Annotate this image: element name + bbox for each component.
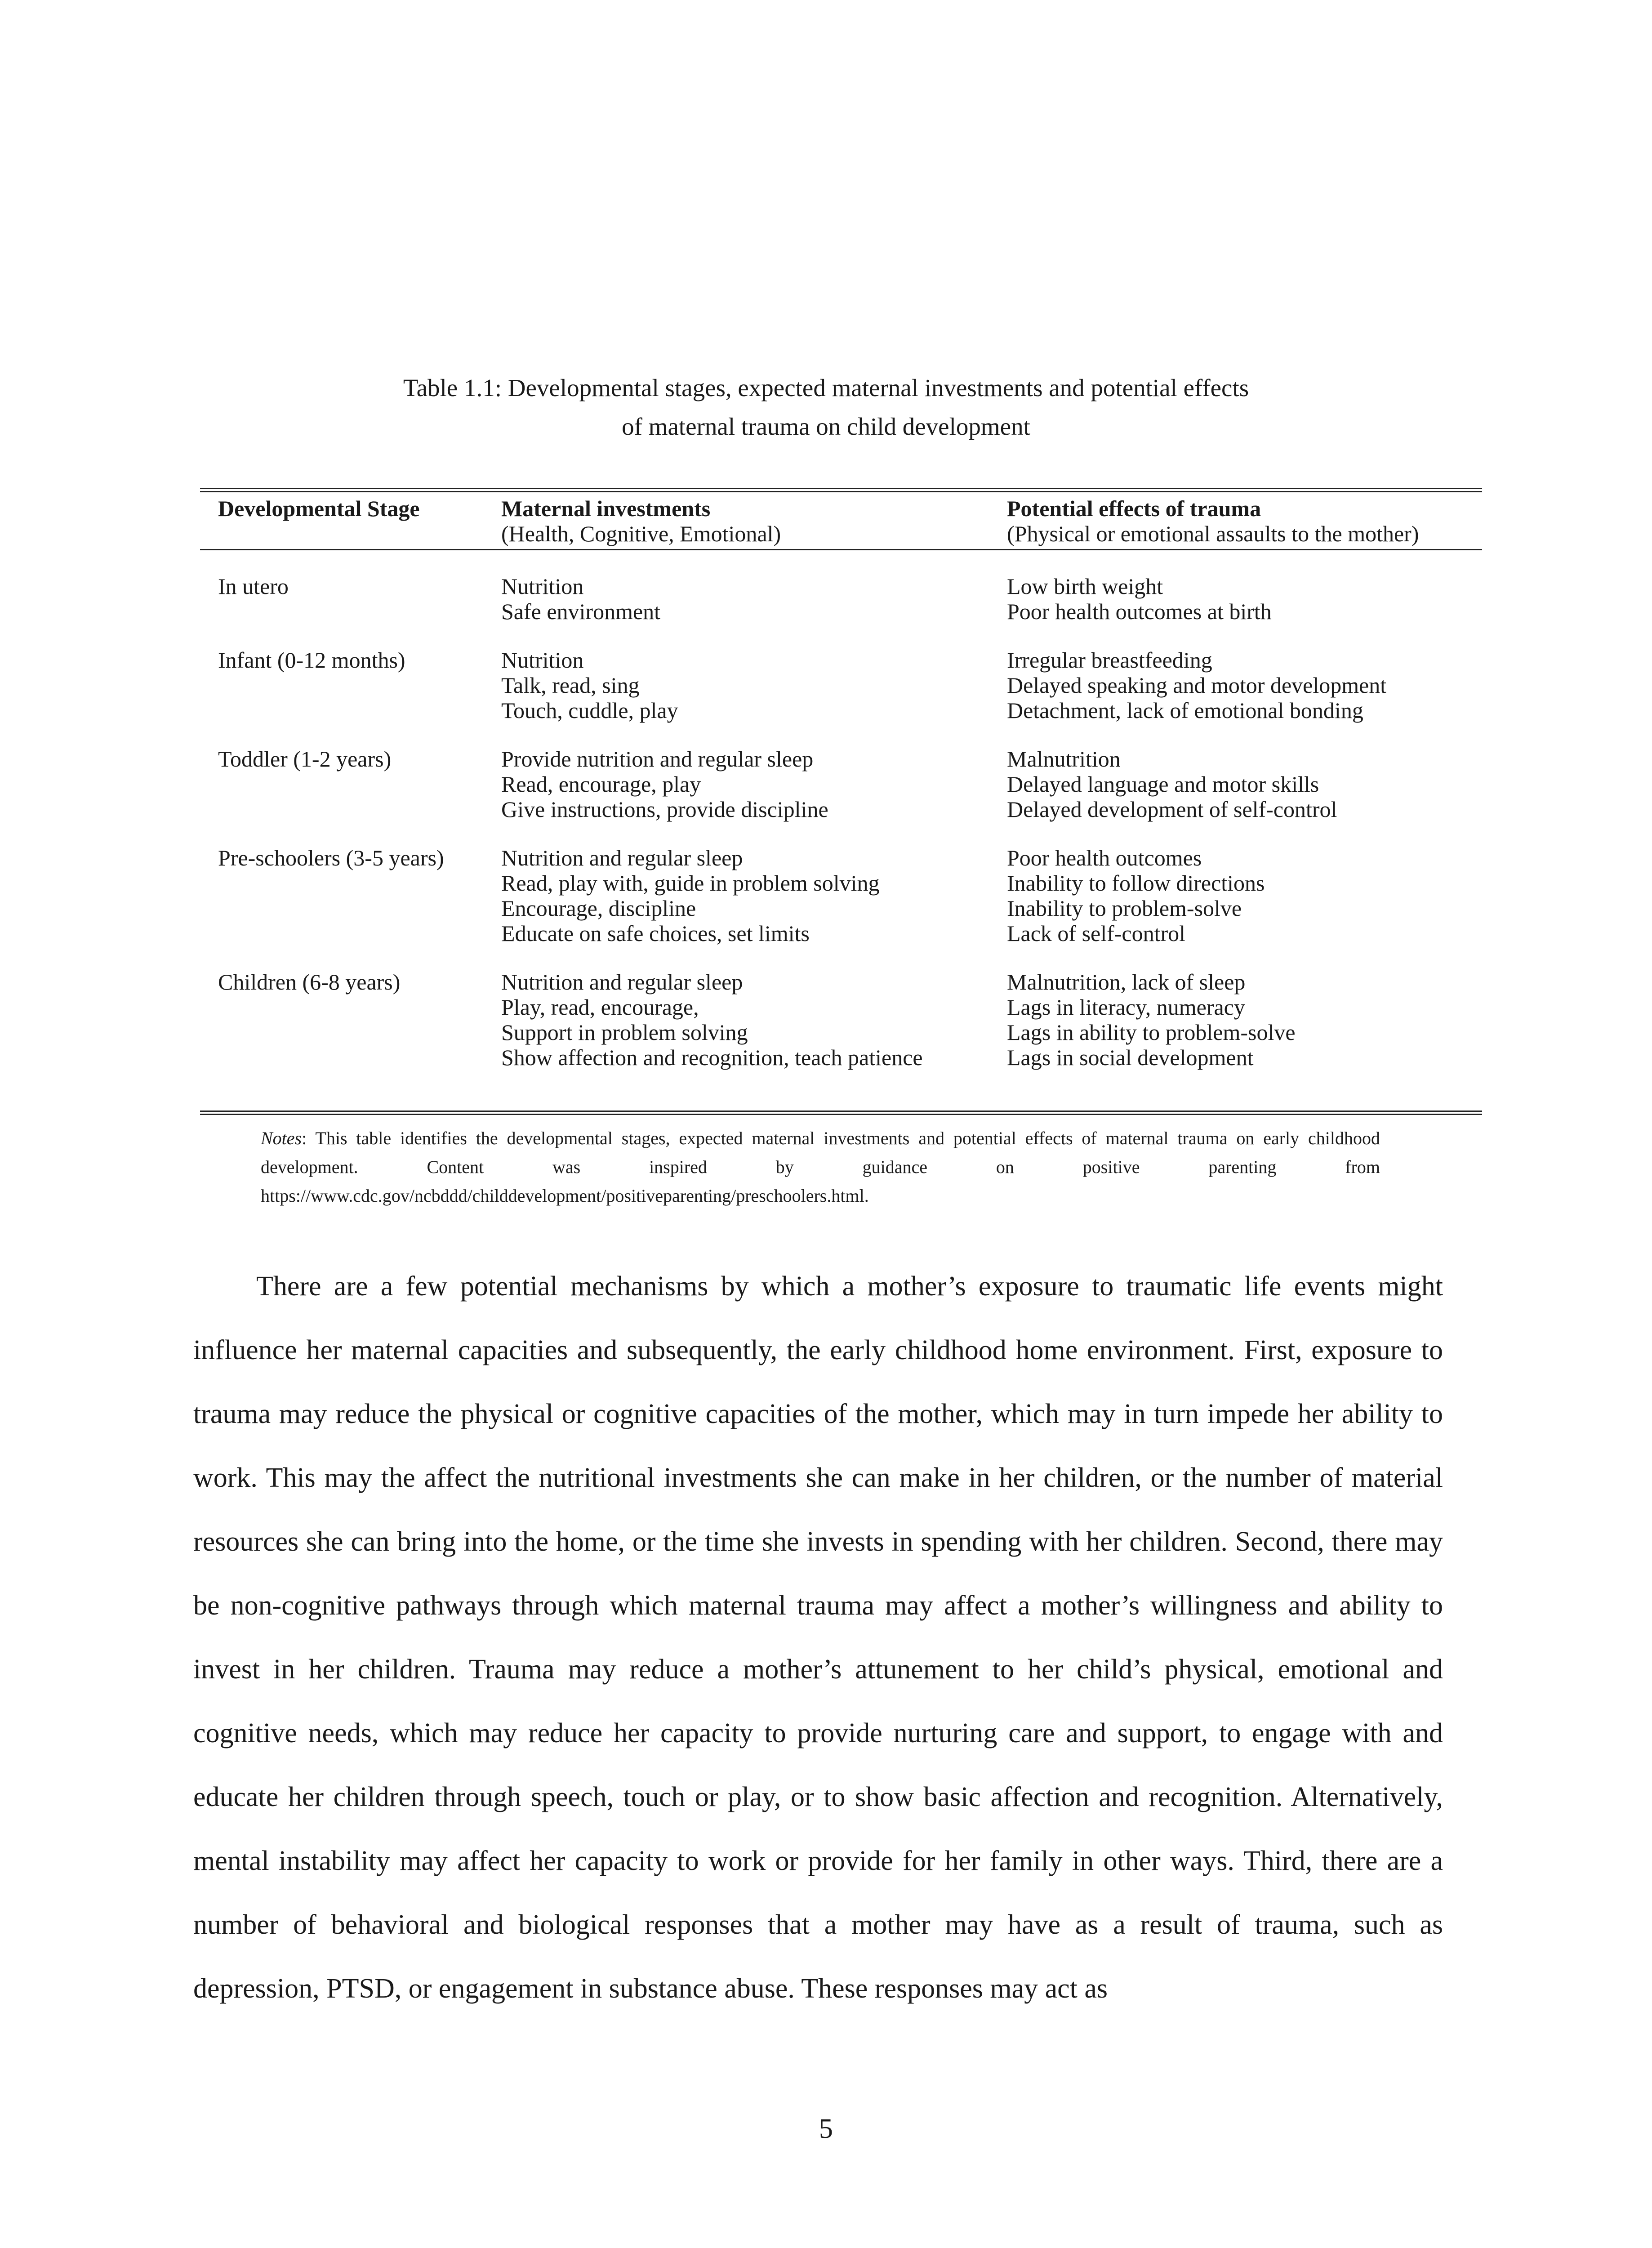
investment-item: Give instructions, provide discipline [501, 797, 828, 822]
investment-item: Safe environment [501, 599, 661, 624]
stage-cell: Children (6-8 years) [218, 969, 401, 995]
effect-item: Lags in social development [1007, 1045, 1254, 1070]
stage-cell: Toddler (1-2 years) [218, 746, 392, 772]
effects-cell [1007, 946, 1482, 1070]
table-notes [261, 1124, 1380, 1210]
table-row [200, 946, 1482, 1070]
table-row [200, 624, 1482, 723]
investment-item: Play, read, encourage, [501, 995, 699, 1020]
investments-cell [501, 723, 1007, 822]
investment-item: Talk, read, sing [501, 673, 640, 698]
effect-item: Inability to problem-solve [1007, 896, 1242, 921]
table-body [200, 550, 1482, 1070]
investments-cell [501, 822, 1007, 946]
header-potential-effects [1007, 492, 1482, 550]
effect-item: Lags in ability to problem-solve [1007, 1020, 1296, 1045]
investment-item: Support in problem solving [501, 1020, 748, 1045]
table-caption [0, 369, 1652, 446]
investment-item: Provide nutrition and regular sleep [501, 746, 814, 772]
investment-item: Read, encourage, play [501, 772, 701, 797]
effect-item: Poor health outcomes [1007, 845, 1202, 870]
header-maternal-investments-title: Maternal investments [501, 496, 711, 521]
effect-item: Inability to follow directions [1007, 870, 1265, 896]
investment-item: Educate on safe choices, set limits [501, 921, 810, 946]
table-row [200, 550, 1482, 624]
page-number: 5 [819, 2114, 833, 2144]
effect-item: Low birth weight [1007, 574, 1163, 599]
stage-cell: Pre-schoolers (3-5 years) [218, 845, 444, 870]
header-potential-effects-sub: (Physical or emotional assaults to the mother) [1007, 521, 1419, 546]
effects-cell [1007, 723, 1482, 822]
header-maternal-investments-sub: (Health, Cognitive, Emotional) [501, 521, 781, 546]
investment-item: Encourage, discipline [501, 896, 696, 921]
caption-line-1: Table 1.1: Developmental stages, expected maternal investments and potential effects [403, 374, 1249, 401]
stage-cell: In utero [218, 574, 289, 599]
header-developmental-stage: Developmental Stage [200, 492, 501, 550]
notes-text: : This table identifies the developmental stages, expected maternal investments and potential effects of maternal trauma on early childhood development. Content was inspired by guidance on positive parenting from https://www.cdc.gov/ncbddd/childdevelopment/positiveparenting/preschoolers.html. [261, 1128, 1380, 1206]
table-row [200, 822, 1482, 946]
investment-item: Nutrition [501, 574, 584, 599]
body-text [193, 1254, 1443, 2021]
effect-item: Irregular breastfeeding [1007, 647, 1212, 673]
effect-item: Delayed language and motor skills [1007, 772, 1319, 797]
effect-item: Malnutrition, lack of sleep [1007, 969, 1246, 995]
caption-line-2: of maternal trauma on child development [622, 413, 1030, 440]
header-maternal-investments [501, 492, 1007, 550]
effect-item: Malnutrition [1007, 746, 1121, 772]
investment-item: Nutrition and regular sleep [501, 845, 743, 870]
body-paragraph: There are a few potential mechanisms by which a mother’s exposure to traumatic life events might influence her maternal capacities and subsequently, the early childhood home environment. First, exposure to trauma may reduce the physical or cognitive capacities of the mother, which may in turn impede her ability to work. This may the affect the nutritional investments she can make in her children, or the number of material resources she can bring into the home, or the time she invests in spending with her children. Second, there may be non-cognitive pathways through which maternal trauma may affect a mother’s willingness and ability to invest in her children. Trauma may reduce a mother’s attunement to her child’s physical, emotional and cognitive needs, which may reduce her capacity to provide nurturing care and support, to engage with and educate her children through speech, touch or play, or to show basic affection and recognition. Alternatively, mental instability may affect her capacity to work or provide for her family in other ways. Third, there are a number of behavioral and biological responses that a mother may have as a result of trauma, such as depression, PTSD, or engagement in substance abuse. These responses may act as [193, 1271, 1443, 2004]
investments-cell [501, 550, 1007, 624]
effects-cell [1007, 550, 1482, 624]
effects-cell [1007, 822, 1482, 946]
investment-item: Read, play with, guide in problem solving [501, 870, 880, 896]
effect-item: Delayed speaking and motor development [1007, 673, 1387, 698]
table-bottom-rule [200, 1111, 1482, 1115]
effect-item: Lags in literacy, numeracy [1007, 995, 1245, 1020]
effect-item: Delayed development of self-control [1007, 797, 1337, 822]
investments-cell [501, 624, 1007, 723]
developmental-stages-table [200, 488, 1482, 1070]
effect-item: Lack of self-control [1007, 921, 1186, 946]
investments-cell [501, 946, 1007, 1070]
investment-item: Nutrition [501, 647, 584, 673]
effect-item: Poor health outcomes at birth [1007, 599, 1272, 624]
investment-item: Touch, cuddle, play [501, 698, 678, 723]
investment-item: Nutrition and regular sleep [501, 969, 743, 995]
investment-item: Show affection and recognition, teach patience [501, 1045, 923, 1070]
table-row [200, 723, 1482, 822]
effect-item: Detachment, lack of emotional bonding [1007, 698, 1363, 723]
header-potential-effects-title: Potential effects of trauma [1007, 496, 1261, 521]
table-top-rule [200, 488, 1482, 492]
table-header-row [200, 492, 1482, 550]
effects-cell [1007, 624, 1482, 723]
table-grid [200, 492, 1482, 1070]
stage-cell: Infant (0-12 months) [218, 647, 405, 673]
notes-label: Notes [261, 1128, 302, 1148]
